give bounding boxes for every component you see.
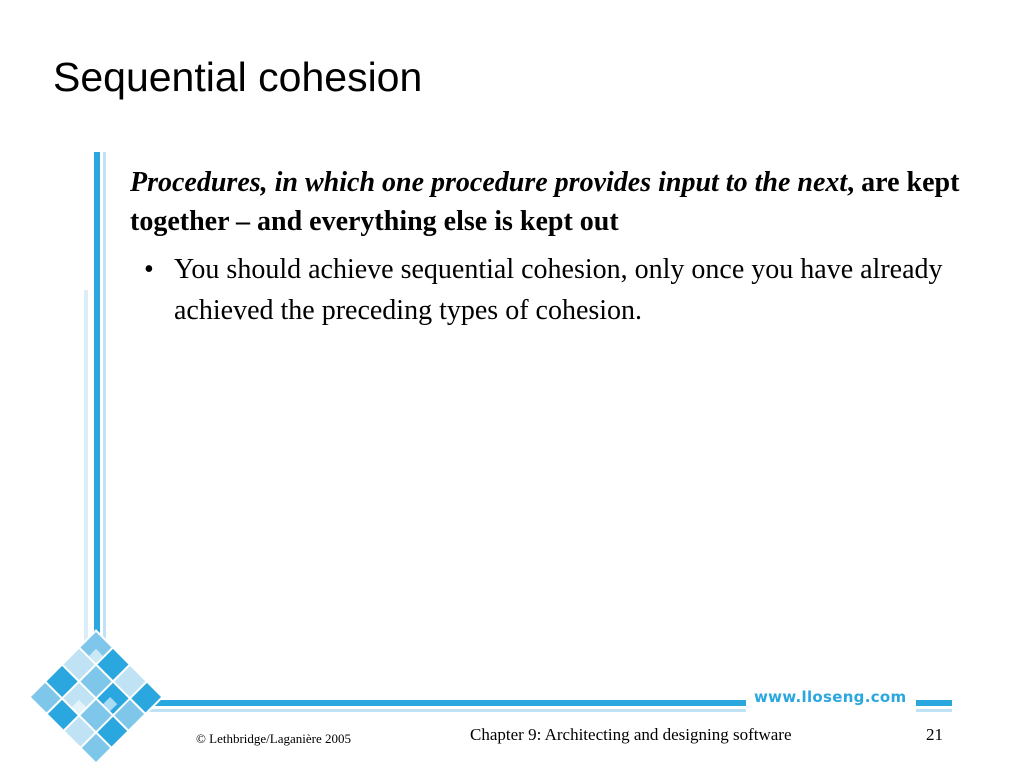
horizontal-accent-bar-end bbox=[916, 700, 952, 706]
slide-title: Sequential cohesion bbox=[53, 54, 423, 100]
slide-content bbox=[130, 163, 960, 331]
lead-definition-italic: Procedures, in which one procedure provides input to the next bbox=[130, 167, 848, 198]
bullet-symbol: • bbox=[144, 254, 154, 285]
horizontal-accent-bar bbox=[110, 700, 746, 706]
lead-definition bbox=[130, 163, 960, 241]
bullet-text: You should achieve sequential cohesion, only once you have already achieved the preceding types of cohesion. bbox=[174, 254, 943, 326]
bullet-item bbox=[144, 249, 960, 331]
footer-url: www.lloseng.com bbox=[754, 688, 907, 706]
horizontal-accent-bar-end-light bbox=[916, 709, 952, 712]
horizontal-accent-bar-light bbox=[110, 709, 746, 712]
vertical-accent-bar-light bbox=[103, 152, 106, 697]
vertical-accent-bar-faint bbox=[84, 290, 88, 690]
mosaic-logo-icon bbox=[28, 629, 164, 765]
lead-definition-bold: , are kept together – and everything else is kept out bbox=[130, 167, 960, 237]
footer-chapter: Chapter 9: Architecting and designing software bbox=[470, 725, 792, 744]
footer-copyright: © Lethbridge/Laganière 2005 bbox=[196, 731, 351, 746]
vertical-accent-bar bbox=[94, 152, 100, 697]
footer-page-number: 21 bbox=[926, 725, 943, 744]
